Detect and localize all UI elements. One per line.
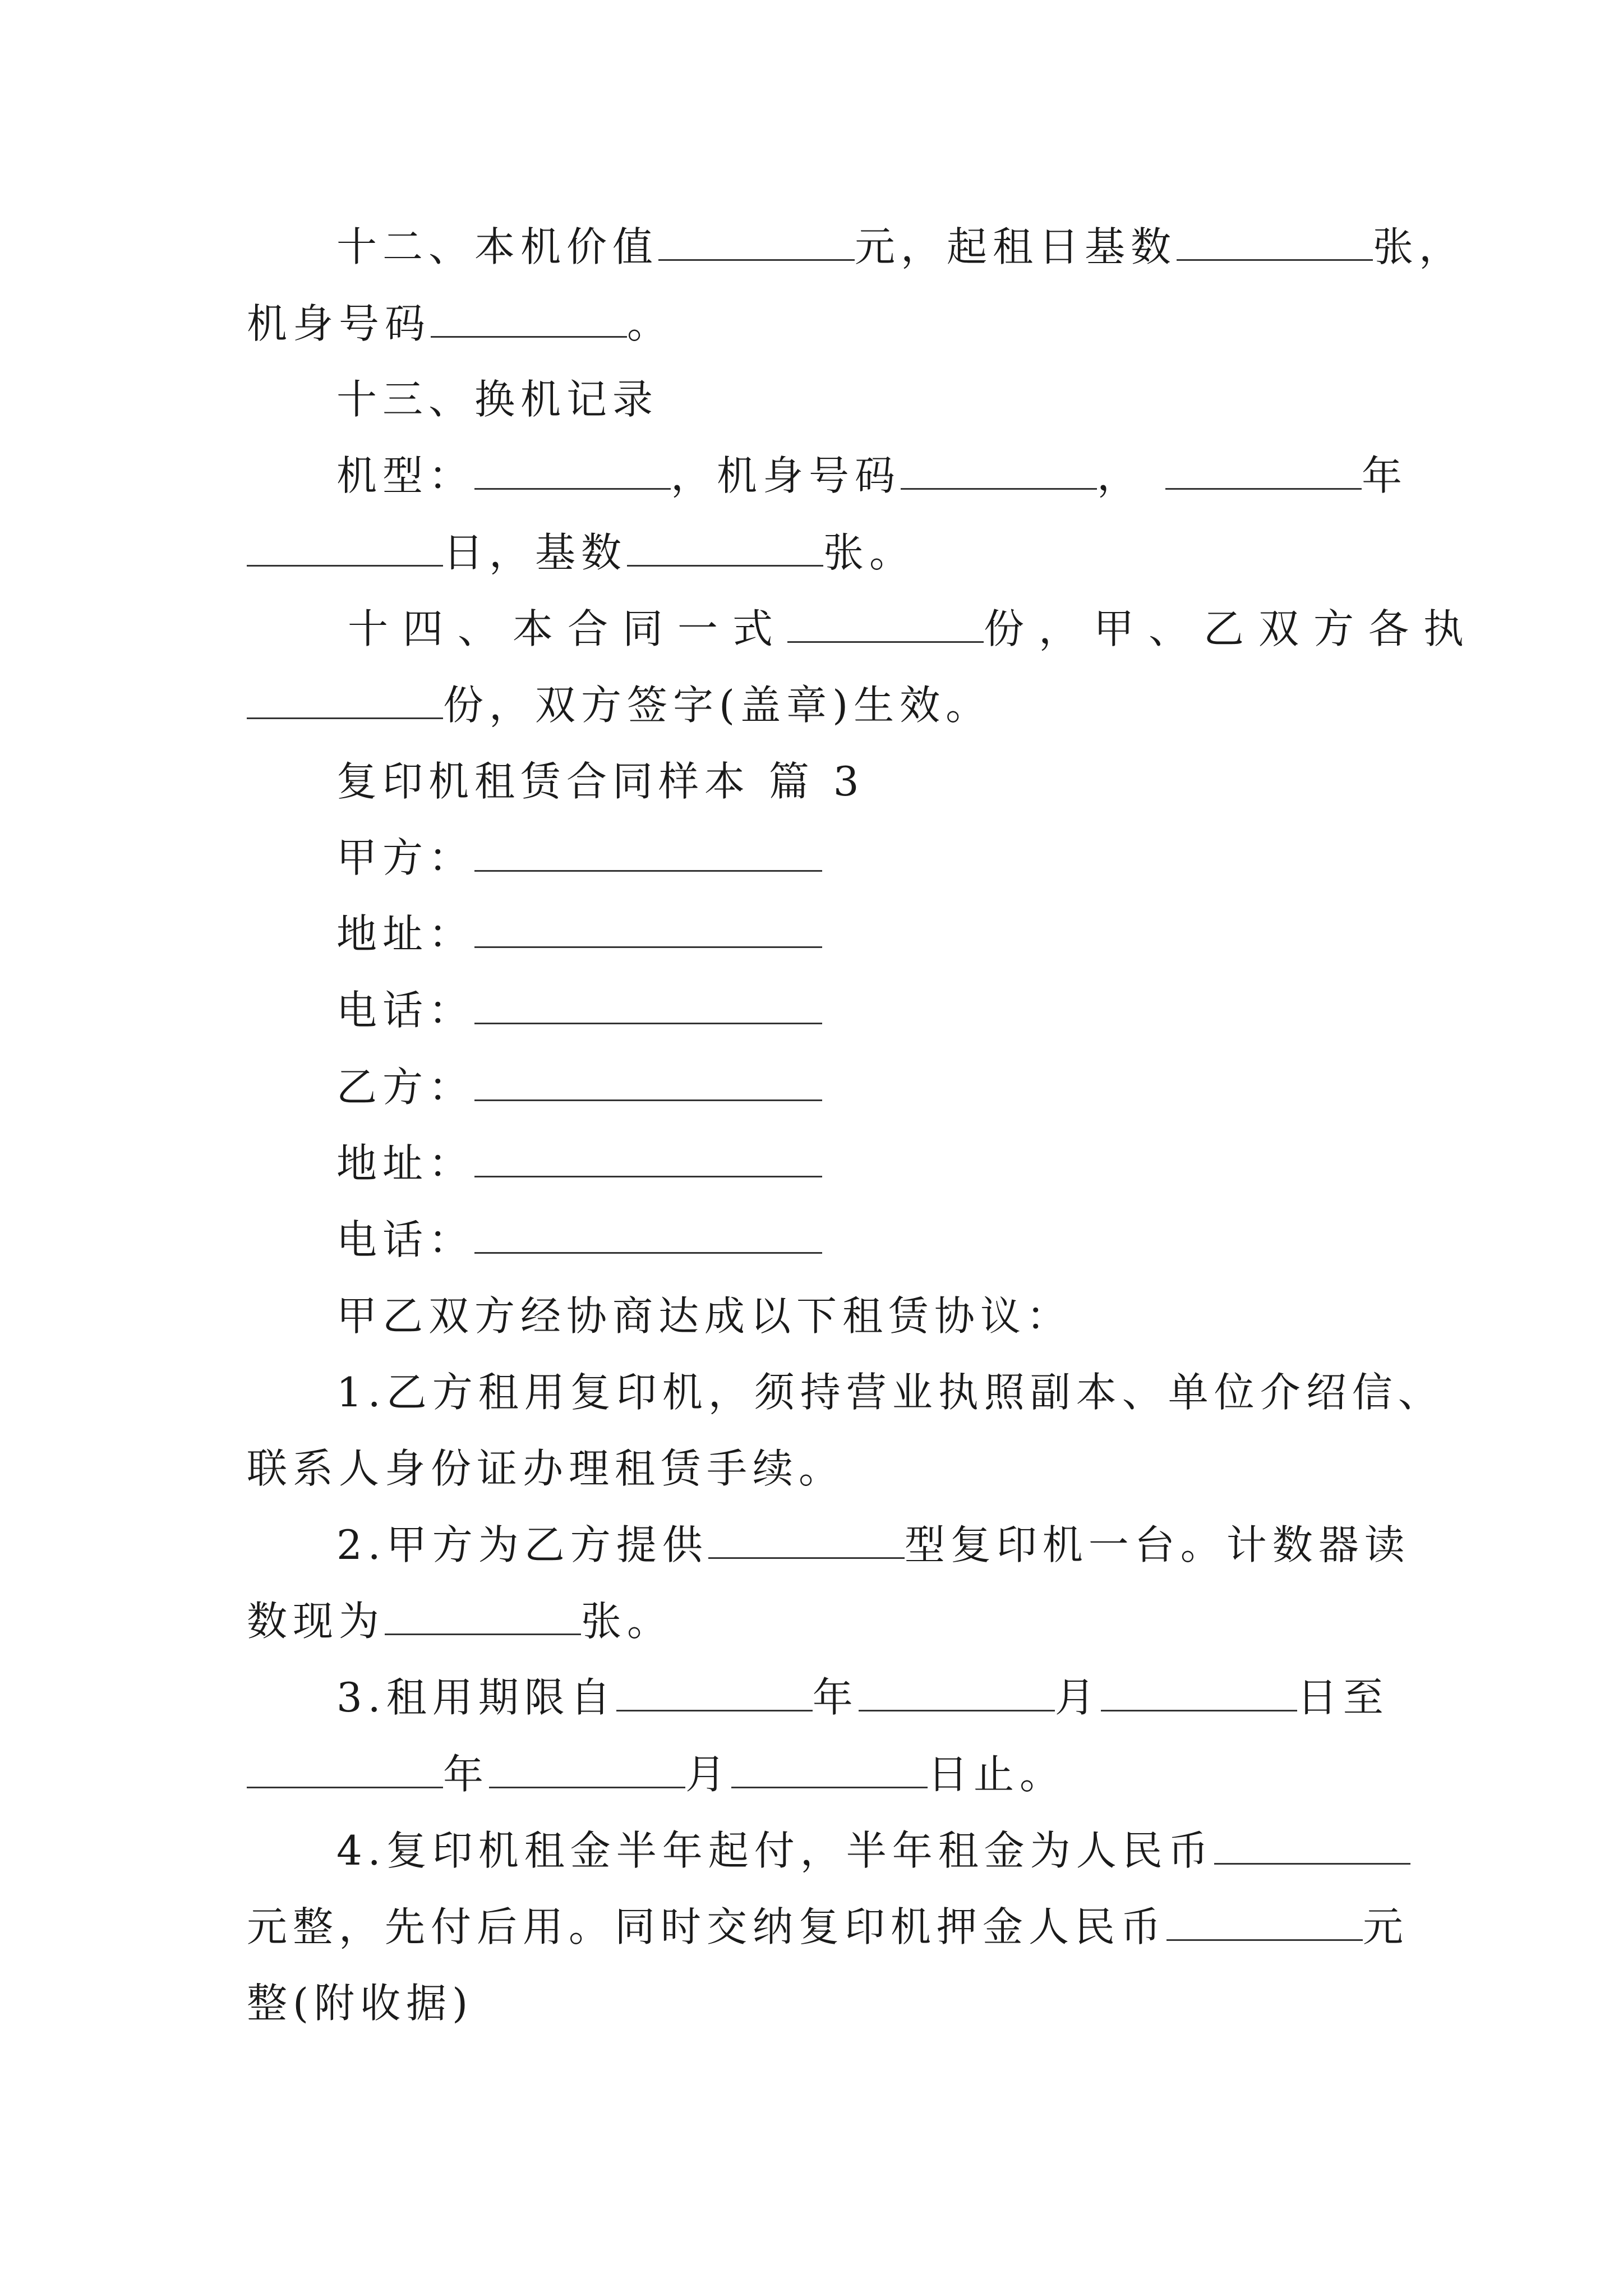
- clause-text: 十二、本机价值: [336, 223, 659, 270]
- clause-14-line-1: [348, 598, 1478, 660]
- fill-in-blank[interactable]: [489, 1753, 685, 1788]
- fill-in-blank[interactable]: [901, 454, 1097, 490]
- field-label: 甲方：: [336, 834, 475, 881]
- term-3-line-2: [247, 1743, 1066, 1805]
- field-label: 电话：: [336, 1216, 475, 1263]
- party-field: [336, 903, 822, 965]
- term-4-line-1: [336, 1820, 1410, 1881]
- clause-text: 元: [1363, 1903, 1409, 1950]
- field-label: 电话：: [336, 987, 475, 1034]
- clause-text: 日止。: [928, 1751, 1066, 1798]
- clause-text: 年: [443, 1751, 490, 1798]
- clause-text: 元，起租日基数: [855, 223, 1177, 270]
- fill-in-blank[interactable]: [247, 684, 443, 719]
- field-label: 地址：: [336, 1140, 475, 1187]
- clause-text: 份，甲、乙双方各执: [984, 605, 1479, 652]
- clause-text: 2.甲方为乙方提供: [336, 1521, 708, 1568]
- fill-in-blank[interactable]: [859, 1676, 1055, 1711]
- fill-in-blank[interactable]: [1177, 226, 1373, 261]
- clause-text: 甲乙双方经协商达成以下租赁协议：: [336, 1292, 1073, 1340]
- party-field: [336, 1133, 822, 1194]
- fill-in-blank[interactable]: [1165, 454, 1362, 490]
- fill-in-blank[interactable]: [787, 608, 984, 643]
- clause-text: 十三、换机记录: [336, 376, 659, 423]
- clause-text: 型复印机一台。计数器读: [904, 1521, 1410, 1568]
- fill-in-blank[interactable]: [385, 1600, 581, 1635]
- clause-12-line-1: [336, 216, 1465, 278]
- clause-text: 十四、本合同一式: [348, 605, 788, 652]
- agreement-intro: [336, 1285, 1072, 1347]
- clause-text: ，机身号码: [671, 452, 901, 499]
- clause-text: 1.乙方租用复印机，须持营业执照副本、单位介绍信、: [336, 1369, 1444, 1416]
- fill-in-blank[interactable]: [474, 913, 822, 948]
- clause-text: 日，基数: [443, 529, 628, 576]
- section-title: 复印机租赁合同样本 篇 3: [336, 758, 865, 805]
- term-4-line-2: [247, 1896, 1409, 1958]
- clause-text: 4.复印机租金半年起付，半年租金为人民币: [336, 1827, 1214, 1874]
- party-field: [336, 979, 822, 1041]
- clause-text: ，: [1097, 452, 1144, 499]
- fill-in-blank[interactable]: [247, 1753, 443, 1788]
- fill-in-blank[interactable]: [431, 302, 627, 338]
- clause-text: 张，: [1373, 223, 1465, 270]
- clause-text: 数现为: [247, 1598, 385, 1645]
- fill-in-blank[interactable]: [474, 1142, 822, 1177]
- clause-text: 机型：: [336, 452, 475, 499]
- clause-13-line-2: [247, 522, 915, 583]
- clause-text: 份，双方签字(盖章)生效。: [443, 682, 992, 729]
- fill-in-blank[interactable]: [1101, 1676, 1297, 1711]
- clause-text: 年: [812, 1674, 859, 1721]
- clause-text: 月: [1054, 1674, 1101, 1721]
- fill-in-blank[interactable]: [708, 1524, 905, 1559]
- fill-in-blank[interactable]: [1166, 1906, 1363, 1941]
- clause-text: 元整，先付后用。同时交纳复印机押金人民币: [247, 1903, 1167, 1950]
- fill-in-blank[interactable]: [247, 531, 443, 567]
- term-2-line-1: [336, 1514, 1410, 1576]
- fill-in-blank[interactable]: [474, 1066, 822, 1101]
- clause-text: 月: [685, 1751, 732, 1798]
- term-3-line-1: [336, 1667, 1389, 1728]
- clause-text: 联系人身份证办理租赁手续。: [247, 1445, 845, 1492]
- clause-13-heading: [336, 369, 658, 430]
- fill-in-blank[interactable]: [474, 1218, 822, 1254]
- term-1-line-1: [336, 1361, 1444, 1423]
- clause-text: 张。: [581, 1598, 674, 1645]
- field-label: 乙方：: [336, 1064, 475, 1111]
- clause-14-line-2: [247, 674, 992, 736]
- term-1-line-2: [247, 1438, 845, 1499]
- term-4-line-3: [247, 1972, 473, 2034]
- fill-in-blank[interactable]: [616, 1676, 813, 1711]
- fill-in-blank[interactable]: [1214, 1829, 1410, 1865]
- fill-in-blank[interactable]: [474, 836, 822, 872]
- clause-text: 年: [1362, 452, 1408, 499]
- fill-in-blank[interactable]: [658, 226, 855, 261]
- clause-text: 。: [627, 300, 674, 347]
- clause-12-line-2: [247, 293, 673, 355]
- fill-in-blank[interactable]: [474, 989, 822, 1024]
- party-field: [336, 827, 822, 889]
- fill-in-blank[interactable]: [731, 1753, 928, 1788]
- clause-text: 日至: [1297, 1674, 1389, 1721]
- clause-text: 3.租用期限自: [336, 1674, 616, 1721]
- fill-in-blank[interactable]: [474, 454, 671, 490]
- party-field: [336, 1056, 822, 1118]
- field-label: 地址：: [336, 910, 475, 958]
- fill-in-blank[interactable]: [627, 531, 823, 567]
- term-2-line-2: [247, 1590, 673, 1652]
- clause-text: 整(附收据): [247, 1980, 474, 2027]
- clause-13-line-1: [336, 445, 1408, 507]
- party-field: [336, 1209, 822, 1271]
- section-heading: [336, 751, 865, 812]
- clause-text: 张。: [823, 529, 916, 576]
- clause-text: 机身号码: [247, 300, 431, 347]
